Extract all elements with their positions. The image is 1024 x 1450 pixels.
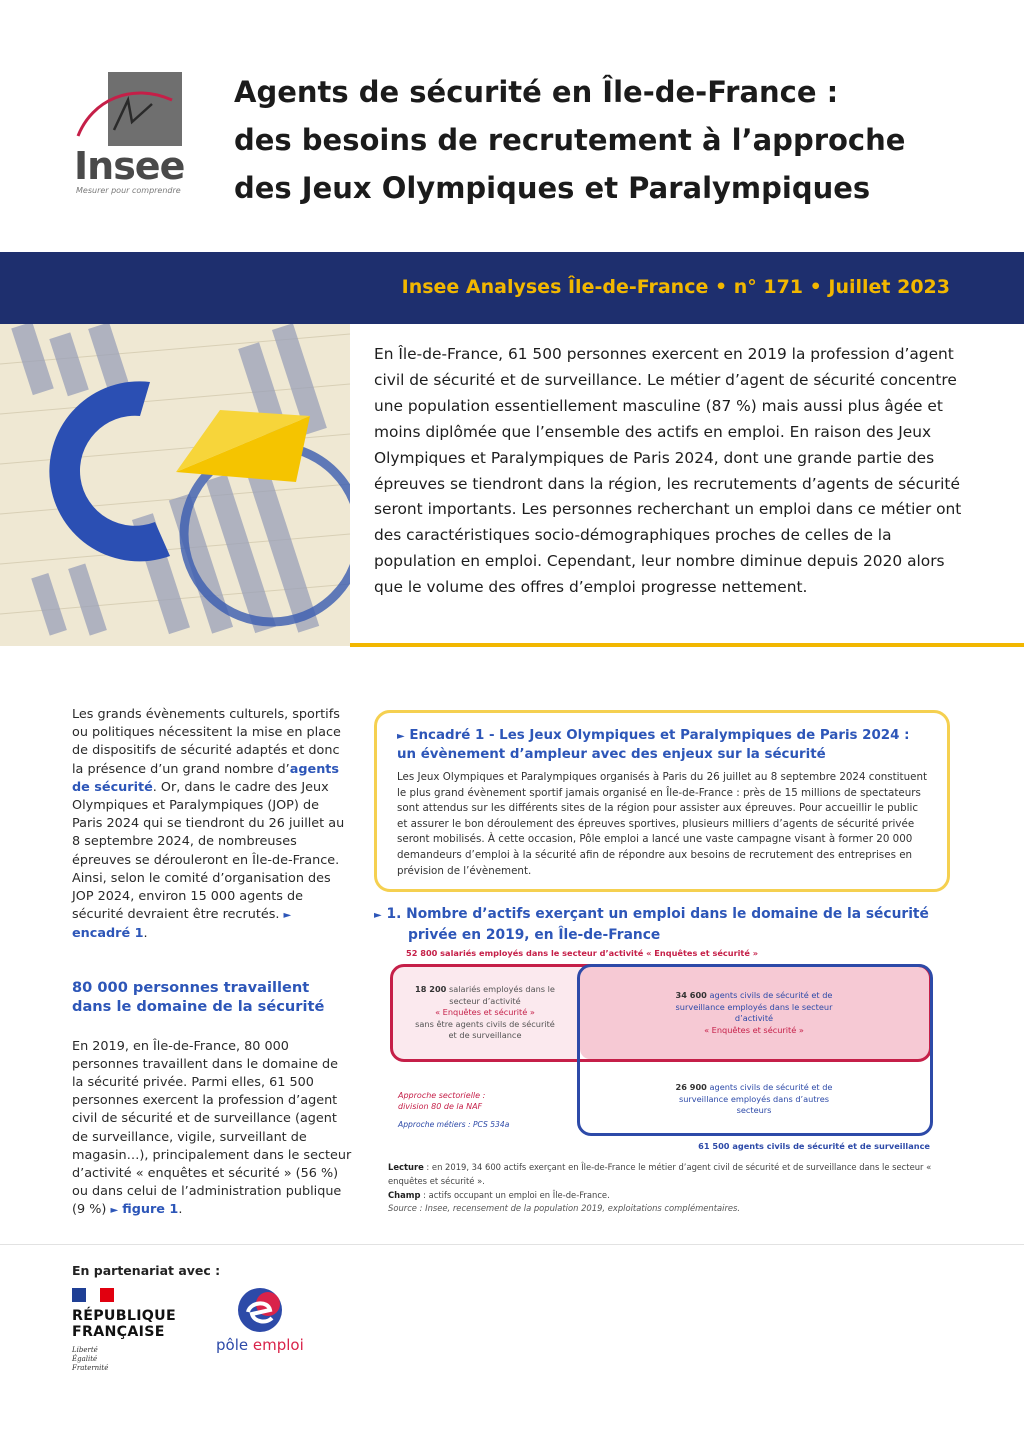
left-column [72,706,352,1221]
text-segment: Les grands évènements culturels, sportifs ou politiques nécessitent la mise en place de dispositifs de sécurité adaptés et donc la présence d’un grand nombre d’ [72,707,341,777]
figure-top-label: 52 800 salariés employés dans le secteur d’activité « Enquêtes et sécurité » [406,948,759,958]
figure-title-text: 1. Nombre d’actifs exerçant un emploi dans le domaine de la sécurité [386,906,929,922]
text-segment: . Or, dans le cadre des Jeux Olympiques et Paralympiques (JOP) de Paris 2024 qui se tiendront du 26 juillet au 8 septembre 2024, de nombreuses épreuves se dérouleront en Île-de-France. Ainsi, selon le comité d’organisation des JOP 2024, environ 15 000 agents de sécurité devraient être recrutés. [72,779,345,923]
encadre-body: Les Jeux Olympiques et Paralympiques organisés à Paris du 26 juillet au 8 septembre 2024 constituent le plus grand évènement sportif jamais organisé en Île-de-France : près de 15 millions de spectateurs sont attendus sur les différents sites de la région pour assister aux épreuves. Pour accueillir le public et assurer le bon déroulement des épreuves sportives, plusieurs milliers d’agents de sécurité privée seront mobilisés. À cette occasion, Pôle emploi a lancé une vaste campagne visant à former 20 000 demandeurs d’emploi à la sécurité afin de répondre aux besoins de recrutement des entreprises en prévision de l’évènement. [397,771,928,877]
note-occupation-approach: Approche métiers : PCS 534a [398,1120,510,1129]
source-line [388,1202,948,1216]
paragraph-intro [72,706,352,944]
pole-word: pôle [216,1336,253,1354]
venn-bottom-label [664,1082,844,1117]
arrow-icon: ► [374,910,382,921]
source-text: Source : Insee, recensement de la population 2019, exploitations complémentaires. [388,1203,741,1214]
venn-left-highlight: « Enquêtes et sécurité » [435,1007,535,1017]
intro-divider [350,643,1024,647]
emploi-word: emploi [252,1336,304,1354]
figure-title [374,905,954,944]
period: . [143,926,148,942]
republique-name [72,1308,192,1340]
title-line-1: Agents de sécurité en Île-de-France : [234,75,839,109]
venn-bottom-number: 26 900 [675,1082,707,1092]
logo-word: Insee [74,144,185,188]
encadre-title [397,727,927,764]
republique-line-1: RÉPUBLIQUE [72,1308,176,1324]
intro-summary: En Île-de-France, 61 500 personnes exercent en 2019 la profession d’agent civil de sécurité et de surveillance. Le métier d’agent de sécurité concentre une population essentiellement masculine (87 %) mais aussi plus âgée et moins diplômée que l’ensemble des actifs en emploi. En raison des Jeux Olympiques et Paralympiques de Paris 2024, dont une grande partie des épreuves se tiendront dans la région, les recrutements d’agents de sécurité seront importants. Les personnes recherchant un emploi dans ce métier ont des caractéristiques socio-démographiques proches de celles de la population en emploi. Cependant, leur nombre diminue depuis 2020 alors que le volume des offres d’emploi progresse nettement. [374,345,962,597]
venn-left-text2: sans être agents civils de sécurité et de surveillance [415,1018,555,1040]
champ-line [388,1189,948,1203]
motto-line-1: Liberté [72,1346,98,1354]
venn-left-label [410,984,560,1042]
link-encadre-1[interactable]: encadré 1 [72,926,144,942]
pole-emploi-logo[interactable] [216,1284,316,1364]
link-figure-1[interactable]: figure 1 [122,1202,179,1218]
lecture-label: Lecture [388,1162,424,1172]
republique-francaise-logo[interactable] [72,1288,192,1373]
arrow-icon: ► [397,731,405,742]
republique-line-2: FRANÇAISE [72,1324,165,1340]
title-line-2: des besoins de recrutement à l’approche [234,123,906,157]
title-line-3: des Jeux Olympiques et Paralympiques [234,171,871,205]
pole-emploi-icon [216,1284,316,1336]
venn-left-number: 18 200 [415,984,447,994]
hero-illustration [0,324,350,646]
venn-middle-text: agents civils de sécurité et de surveillance employés dans le secteur d’activité [675,990,833,1023]
footer-divider [0,1244,1024,1245]
pole-emploi-wordmark [216,1336,304,1354]
lecture-text: : en 2019, 34 600 actifs exerçant en Île-de-France le métier d’agent civil de sécurité et de surveillance dans le secteur « enquêtes et sécurité ». [388,1162,932,1186]
venn-bottom-text: agents civils de sécurité et de surveillance employés dans d’autres secteurs [678,1082,833,1115]
lecture-line [388,1161,948,1189]
arrow-icon: ► [110,1205,119,1217]
period: . [178,1202,183,1218]
venn-middle-highlight: « Enquêtes et sécurité » [704,1024,804,1035]
venn-middle-number: 34 600 [675,990,707,1000]
note-sector-approach: Approche sectorielle : division 80 de la NAF [398,1091,486,1111]
french-flag-icon [72,1288,114,1302]
motto-line-3: Fraternité [72,1364,109,1372]
encadre-title-text: Encadré 1 - Les Jeux Olympiques et Paralympiques de Paris 2024 : un évènement d’ampleur avec des enjeux sur la sécurité [397,728,910,762]
paragraph-domaine [72,1038,352,1221]
section-heading: 80 000 personnes travaillent dans le domaine de la sécurité [72,978,325,1015]
logo-tagline: Mesurer pour comprendre [76,186,181,195]
motto-line-2: Égalité [72,1355,98,1363]
publication-banner [0,252,1024,324]
figure-title-line-2: privée en 2019, en Île-de-France [408,926,661,943]
venn-middle-label [664,990,844,1036]
arrow-icon: ► [283,910,292,922]
page-title [234,68,954,212]
text-segment: En 2019, en Île-de-France, 80 000 personnes travaillent dans le domaine de la sécurité privée. Parmi elles, 61 500 personnes exercent la profession d’agent civil de sécurité et de surveillance (agent de surveillance, vigile, surveillant de magasin…), principalement dans le secteur d’activité « enquêtes et sécurité » (56 %) ou dans celui de l’administration publique (9 %) [72,1038,352,1218]
encadre-box [374,710,950,892]
republique-motto [72,1346,192,1373]
insee-logo[interactable] [72,70,187,200]
venn-left-text: salariés employés dans le secteur d’activité [449,984,555,1006]
champ-text: : actifs occupant un emploi en Île-de-France. [420,1189,610,1200]
partner-label: En partenariat avec : [72,1263,221,1278]
figure-title-line-1 [374,905,954,926]
link-agents-securite[interactable]: agents de sécurité [72,761,340,795]
champ-label: Champ [388,1189,421,1200]
figure-source [388,1161,948,1216]
figure-bottom-label: 61 500 agents civils de sécurité et de surveillance [698,1141,930,1151]
publication-info: Insee Analyses Île-de-France • n° 171 • Juillet 2023 [401,276,950,298]
